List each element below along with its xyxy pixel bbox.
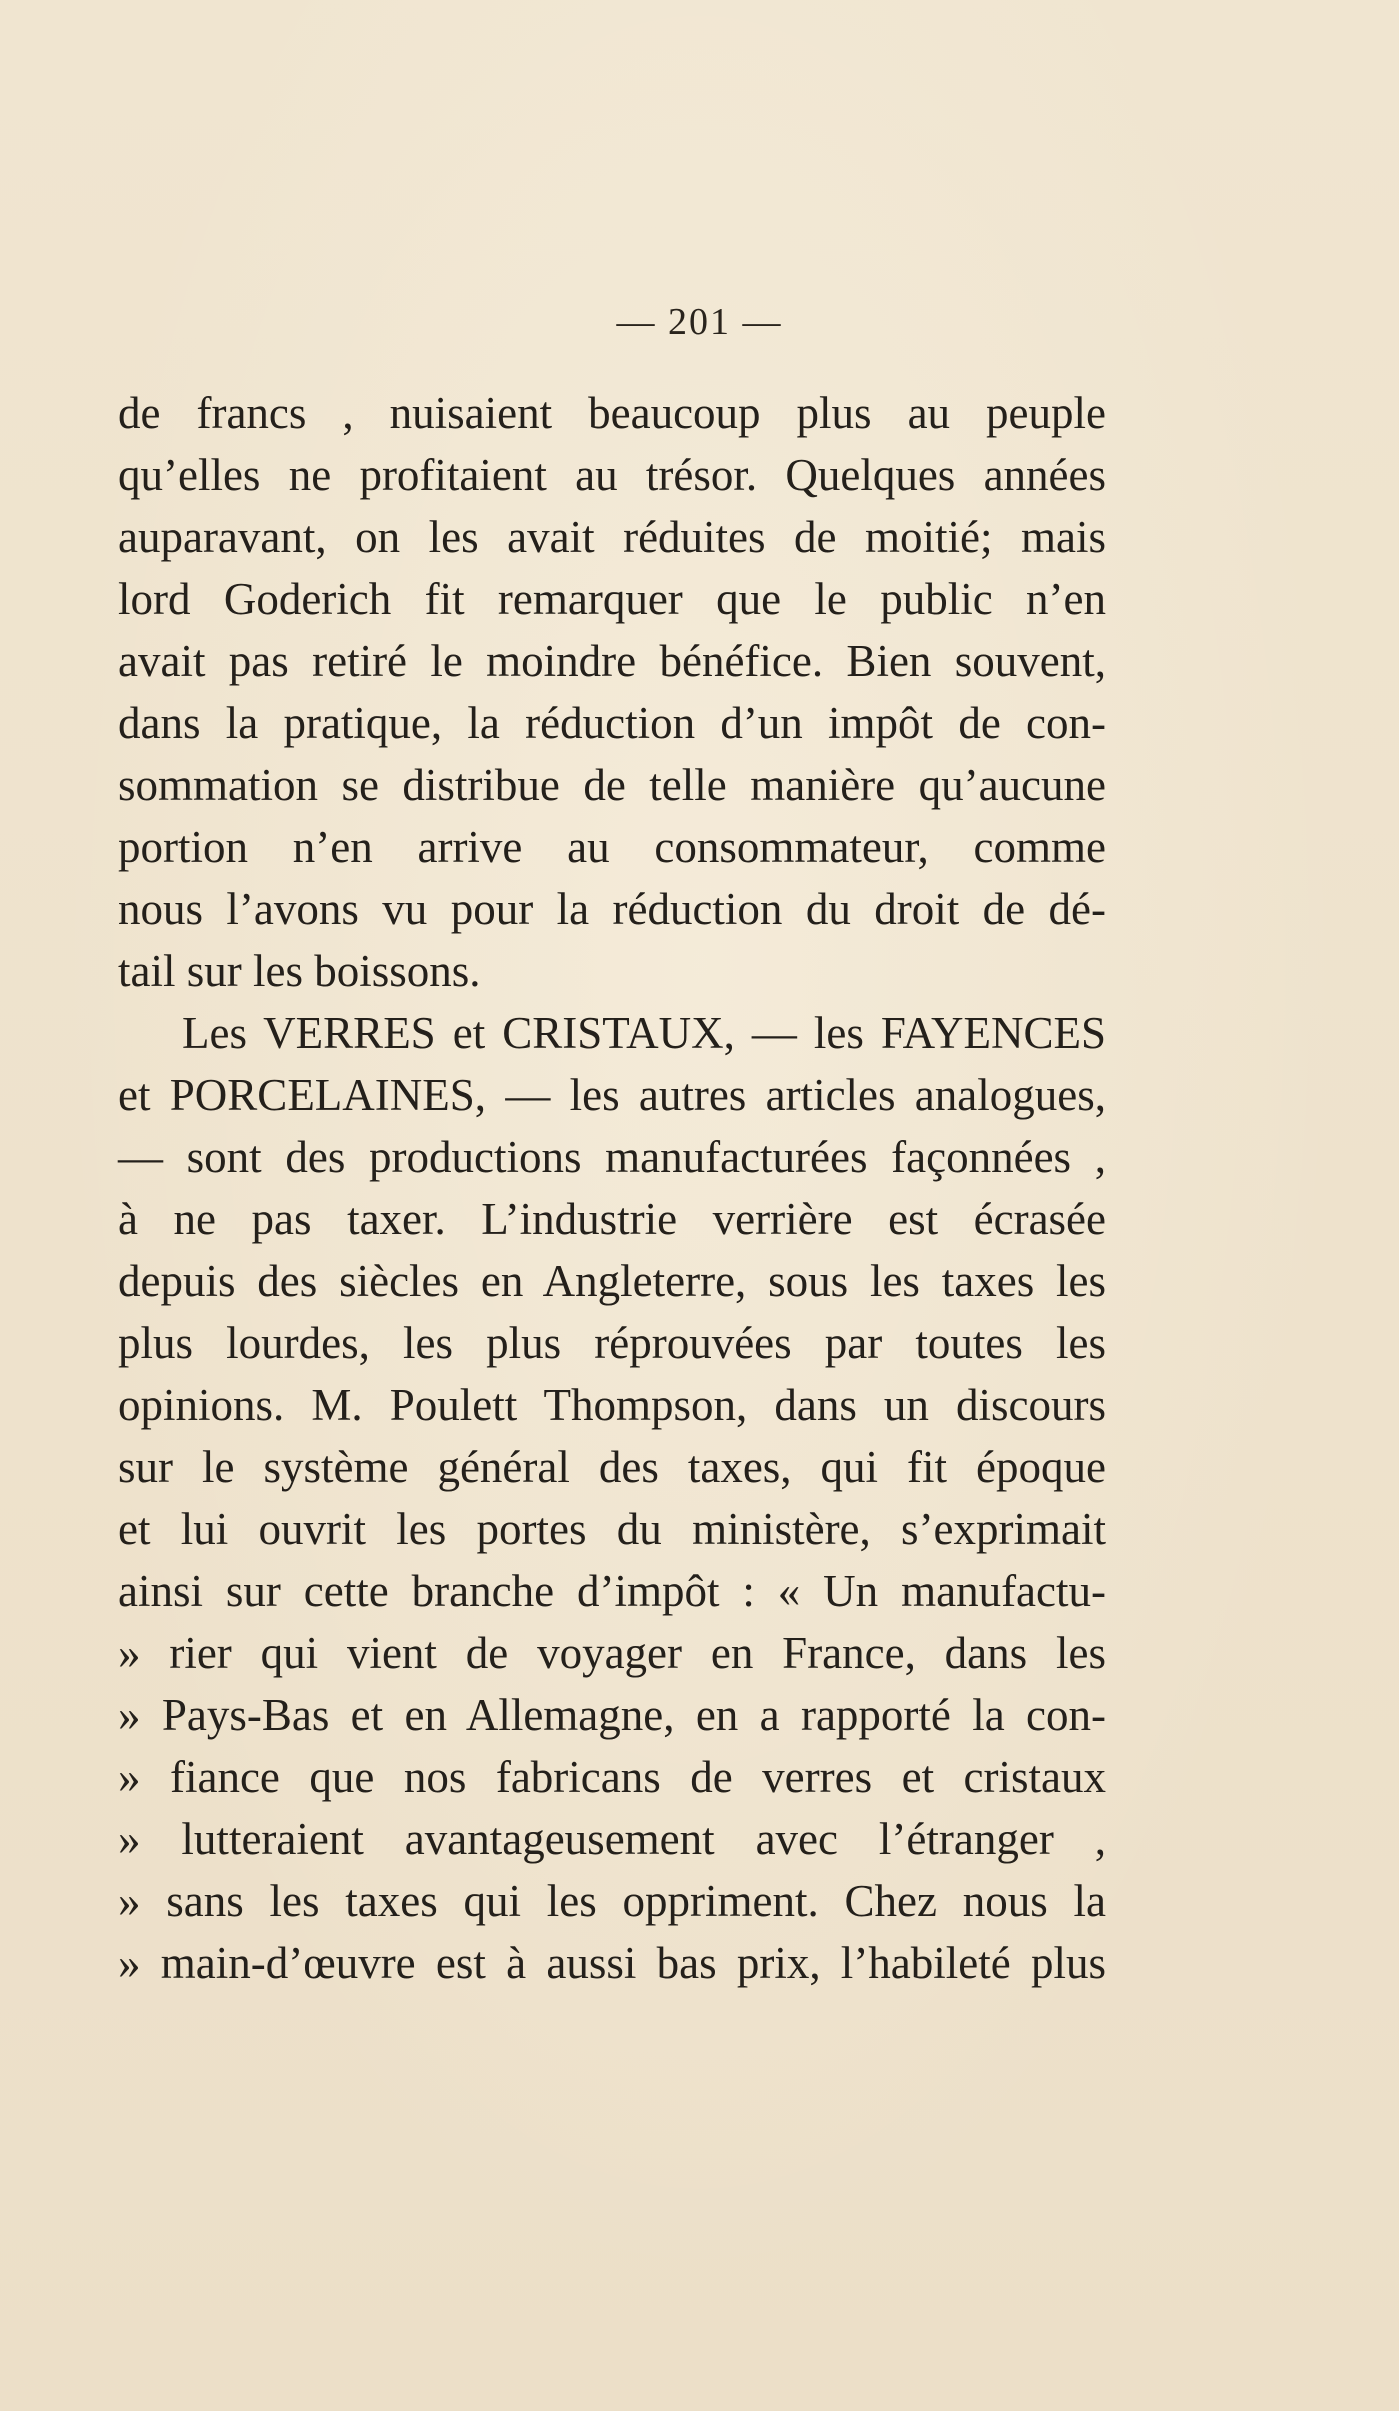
text-line: Les VERRES et CRISTAUX, — les FAYENCES <box>182 1008 1106 1058</box>
paragraph-1 <box>118 382 1106 1002</box>
text-line: plus lourdes, les plus réprouvées par toutes les <box>118 1318 1106 1368</box>
text-line: ainsi sur cette branche d’impôt : « Un manufactu- <box>118 1566 1106 1616</box>
text-line: lord Goderich fit remarquer que le public n’en <box>118 574 1106 624</box>
text-line: auparavant, on les avait réduites de moitié; mais <box>118 512 1106 562</box>
text-line: portion n’en arrive au consommateur, comme <box>118 822 1106 872</box>
text-line: » lutteraient avantageusement avec l’étranger , <box>118 1814 1106 1864</box>
text-line: depuis des siècles en Angleterre, sous les taxes les <box>118 1256 1106 1306</box>
text-line: » sans les taxes qui les oppriment. Chez nous la <box>118 1876 1106 1926</box>
text-line: » main-d’œuvre est à aussi bas prix, l’habileté plus <box>118 1938 1106 1988</box>
text-line: sommation se distribue de telle manière qu’aucune <box>118 760 1106 810</box>
text-line: et lui ouvrit les portes du ministère, s’exprimait <box>118 1504 1106 1554</box>
text-line: à ne pas taxer. L’industrie verrière est écrasée <box>118 1194 1106 1244</box>
paragraph-2 <box>118 1002 1106 1994</box>
text-line: dans la pratique, la réduction d’un impôt de con- <box>118 698 1106 748</box>
body-text <box>118 382 1106 1994</box>
text-line: opinions. M. Poulett Thompson, dans un discours <box>118 1380 1106 1430</box>
text-line: » fiance que nos fabricans de verres et cristaux <box>118 1752 1106 1802</box>
text-line: qu’elles ne profitaient au trésor. Quelques années <box>118 450 1106 500</box>
text-line: avait pas retiré le moindre bénéfice. Bien souvent, <box>118 636 1106 686</box>
text-line: nous l’avons vu pour la réduction du droit de dé- <box>118 884 1106 934</box>
text-line: et PORCELAINES, — les autres articles analogues, <box>118 1070 1106 1120</box>
text-line: de francs , nuisaient beaucoup plus au peuple <box>118 388 1106 438</box>
page-number: — 201 — <box>616 301 783 343</box>
text-line: tail sur les boissons. <box>118 946 481 996</box>
text-line: » Pays-Bas et en Allemagne, en a rapporté la con- <box>118 1690 1106 1740</box>
text-line: sur le système général des taxes, qui fit époque <box>118 1442 1106 1492</box>
text-line: » rier qui vient de voyager en France, dans les <box>118 1628 1106 1678</box>
text-line: — sont des productions manufacturées façonnées , <box>118 1132 1106 1182</box>
